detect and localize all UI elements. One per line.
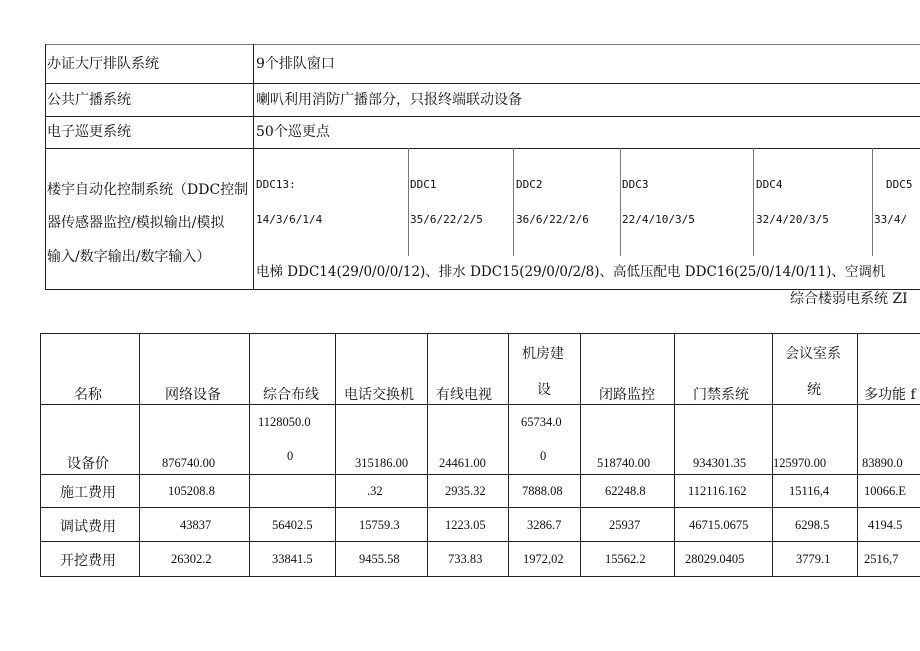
table-cell: 33841.5 bbox=[272, 552, 313, 566]
rule bbox=[674, 333, 675, 577]
table-cell: 1128050.0 bbox=[258, 415, 311, 429]
row-label: 调试费用 bbox=[60, 519, 116, 535]
rule bbox=[772, 333, 773, 577]
ddc-value: 14/3/6/1/4 bbox=[256, 213, 323, 226]
ddc-label: DDC5 bbox=[886, 178, 913, 191]
table-cell: 2935.32 bbox=[445, 484, 486, 498]
table-cell: 3286.7 bbox=[527, 518, 562, 532]
rule bbox=[40, 576, 920, 577]
rule bbox=[249, 333, 250, 577]
ddc-label: DDC13: bbox=[256, 178, 296, 191]
col-header: 综合布线 bbox=[263, 387, 319, 403]
rule bbox=[872, 148, 873, 256]
table-cell: .32 bbox=[367, 484, 383, 498]
row-label: 设备价 bbox=[67, 456, 109, 472]
rule bbox=[45, 148, 920, 149]
col-header: 网络设备 bbox=[165, 387, 221, 403]
system-name: 电子巡更系统 bbox=[47, 124, 131, 140]
col-header: 名称 bbox=[74, 387, 102, 403]
table-caption: 综合楼弱电系统 ZI bbox=[790, 291, 908, 307]
table-cell: 4194.5 bbox=[868, 518, 903, 532]
ddc-value: 35/6/22/2/5 bbox=[410, 213, 483, 226]
system-desc: 喇叭利用消防广播部分，只报终端联动设备 bbox=[256, 92, 522, 108]
rule bbox=[753, 148, 754, 256]
table-cell: 83890.0 bbox=[862, 456, 903, 470]
table-cell: 315186.00 bbox=[355, 456, 409, 470]
table-cell: 15116,4 bbox=[789, 484, 830, 498]
table-cell: 15562.2 bbox=[605, 552, 646, 566]
table-cell: 0 bbox=[540, 449, 547, 463]
ddc-value: 36/6/22/2/6 bbox=[516, 213, 589, 226]
col-header: 门禁系统 bbox=[693, 387, 749, 403]
ddc-label: DDC2 bbox=[516, 178, 543, 191]
table-cell: 934301.35 bbox=[693, 456, 747, 470]
rule bbox=[40, 333, 41, 577]
col-header: 闭路监控 bbox=[599, 387, 655, 403]
rule bbox=[40, 333, 920, 334]
table-cell: 6298.5 bbox=[795, 518, 830, 532]
table-cell: 876740.00 bbox=[162, 456, 216, 470]
row-label: 开挖费用 bbox=[60, 553, 116, 569]
table-cell: 112116.162 bbox=[688, 484, 747, 498]
system-name: 公共广播系统 bbox=[47, 92, 131, 108]
table-cell: 733.83 bbox=[448, 552, 483, 566]
table-cell: 1223.05 bbox=[445, 518, 486, 532]
table-cell: 105208.8 bbox=[168, 484, 215, 498]
rule bbox=[857, 333, 858, 577]
rule bbox=[580, 333, 581, 577]
table-cell: 10066.E bbox=[864, 484, 907, 498]
ddc-label: DDC1 bbox=[410, 178, 437, 191]
col-header: 有线电视 bbox=[436, 387, 492, 403]
table-cell: 0 bbox=[287, 449, 294, 463]
bas-name-line: 输入/数字输出/数字输入） bbox=[47, 249, 211, 265]
rule bbox=[620, 148, 621, 256]
bas-footer-line: 电梯 DDC14(29/0/0/0/12)、排水 DDC15(29/0/0/2/8)、高低压配电 DDC16(25/0/14/0/11)、空调机 bbox=[256, 264, 886, 280]
table-cell: 7888.08 bbox=[522, 484, 563, 498]
table-cell: 26302.2 bbox=[171, 552, 212, 566]
col-header: 会议室系 bbox=[785, 346, 841, 362]
rule bbox=[45, 83, 920, 84]
rule bbox=[335, 333, 336, 577]
ddc-label: DDC3 bbox=[622, 178, 649, 191]
table-cell: 518740.00 bbox=[597, 456, 651, 470]
rule bbox=[45, 44, 920, 45]
ddc-label: DDC4 bbox=[756, 178, 783, 191]
table-cell: 43837 bbox=[180, 518, 212, 532]
rule bbox=[40, 474, 920, 475]
table-cell: 28029.0405 bbox=[685, 552, 745, 566]
table-cell: 65734.0 bbox=[521, 415, 562, 429]
col-header: 设 bbox=[537, 382, 551, 398]
table-cell: 15759.3 bbox=[359, 518, 400, 532]
rule bbox=[408, 148, 409, 256]
table-cell: 56402.5 bbox=[272, 518, 313, 532]
rule bbox=[40, 507, 920, 508]
ddc-value: 32/4/20/3/5 bbox=[756, 213, 829, 226]
rule bbox=[508, 333, 509, 577]
col-header: 统 bbox=[807, 382, 821, 398]
table-cell: 1972,02 bbox=[523, 552, 564, 566]
ddc-value: 22/4/10/3/5 bbox=[622, 213, 695, 226]
table-cell: 62248.8 bbox=[605, 484, 646, 498]
system-desc: 9个排队窗口 bbox=[256, 56, 335, 72]
rule bbox=[513, 148, 514, 256]
row-label: 施工费用 bbox=[60, 485, 116, 501]
table-cell: 9455.58 bbox=[359, 552, 400, 566]
rule bbox=[40, 541, 920, 542]
rule bbox=[40, 404, 920, 405]
rule bbox=[427, 333, 428, 577]
table-cell: 46715.0675 bbox=[689, 518, 749, 532]
table-cell: 25937 bbox=[609, 518, 641, 532]
col-header: 机房建 bbox=[522, 346, 564, 362]
rule bbox=[45, 44, 46, 290]
rule bbox=[45, 116, 920, 117]
table-cell: 24461.00 bbox=[439, 456, 486, 470]
rule bbox=[45, 289, 920, 290]
col-header: 电话交换机 bbox=[344, 387, 414, 403]
system-name: 办证大厅排队系统 bbox=[47, 56, 159, 72]
table-cell: 2516,7 bbox=[864, 552, 899, 566]
rule bbox=[139, 333, 140, 577]
system-desc: 50个巡更点 bbox=[256, 124, 330, 140]
col-header: 多功能 f bbox=[864, 387, 916, 403]
bas-name-line: 楼宇自动化控制系统（DDC控制 bbox=[47, 182, 249, 198]
table-cell: 125970.00 bbox=[773, 456, 827, 470]
ddc-value: 33/4/ bbox=[874, 213, 908, 226]
bas-name-line: 器传感器监控/模拟输出/模拟 bbox=[47, 215, 225, 231]
table-cell: 3779.1 bbox=[796, 552, 831, 566]
rule bbox=[253, 44, 254, 290]
